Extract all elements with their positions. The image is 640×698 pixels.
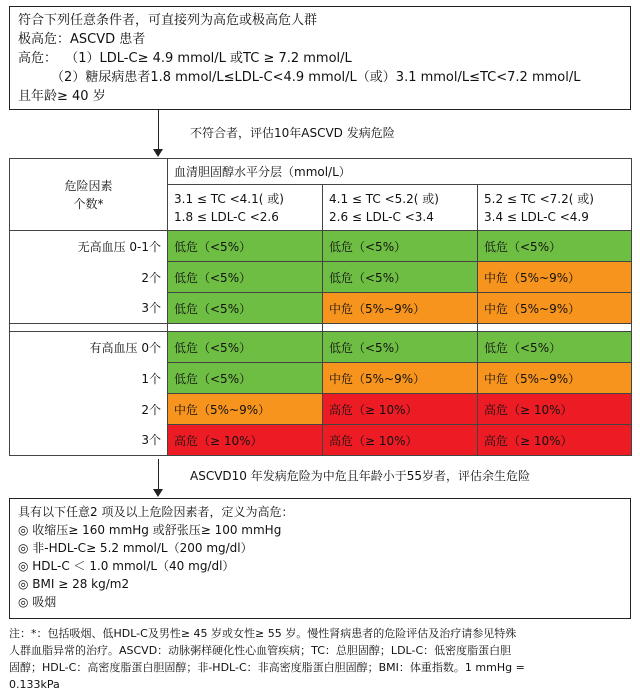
risk-factor-count-header: 危险因素 个数* [10,159,168,231]
risk-factor-line: ◎ 收缩压≥ 160 mmHg 或舒张压≥ 100 mmHg [18,523,282,537]
risk-row [10,394,632,425]
note-line: 注：*：包括吸烟、低HDL-C及男性≥ 45 岁或女性≥ 55 岁。慢性肾病患者的危险评估及治疗请参见特殊 [9,627,517,640]
risk-row [10,332,632,363]
flow-arrow-line [158,459,159,490]
risk-level-cell: 高危（≥ 10%） [323,425,478,456]
cholesterol-level-header: 血清胆固醇水平分层（mmol/L） [168,159,632,185]
risk-level-cell: 低危（<5%） [323,231,478,262]
risk-factor-count-label: 3个 [10,425,168,456]
risk-level-cell: 低危（<5%） [478,332,632,363]
risk-level-cell: 中危（5%~9%） [478,363,632,394]
risk-level-cell: 高危（≥ 10%） [323,394,478,425]
risk-factor-count-label: 3个 [10,293,168,324]
risk-row [10,293,632,324]
note-line: 0.133kPa [9,678,60,691]
footnotes [9,625,631,693]
risk-level-cell: 中危（5%~9%） [478,262,632,293]
risk-level-cell: 高危（≥ 10%） [168,425,323,456]
criteria-line: 高危： （1）LDL-C≥ 4.9 mmol/L 或TC ≥ 7.2 mmol/L [18,51,352,66]
risk-factor-line: ◎ HDL-C ＜ 1.0 mmol/L（40 mg/dl） [18,559,235,573]
flow-arrow-head-icon [153,489,163,497]
risk-level-cell: 中危（5%~9%） [168,394,323,425]
range-header: 5.2 ≤ TC <7.2( 或) 3.4 ≤ LDL-C <4.9 [478,185,632,231]
risk-factor-count-label: 2个 [10,394,168,425]
risk-level-cell: 低危（<5%） [323,262,478,293]
note-line: 固醇；HDL-C：高密度脂蛋白胆固醇；非-HDL-C：非高密度脂蛋白胆固醇；BMI：体重指数。1 mmHg = [9,661,525,674]
risk-level-cell: 低危（<5%） [168,363,323,394]
flow-arrow-line [158,110,159,150]
flow-arrow-head-icon [153,149,163,157]
risk-row [10,231,632,262]
risk-factor-count-label: 2个 [10,262,168,293]
risk-factor-count-label: 1个 [10,363,168,394]
risk-level-cell: 低危（<5%） [168,231,323,262]
additional-risk-factors-box [9,498,631,619]
risk-row [10,262,632,293]
risk-level-cell: 中危（5%~9%） [323,363,478,394]
risk-factor-count-label: 有高血压 0个 [10,332,168,363]
risk-level-cell: 低危（<5%） [168,262,323,293]
risk-factor-count-label: 无高血压 0-1个 [10,231,168,262]
risk-level-cell: 高危（≥ 10%） [478,425,632,456]
criteria-line: 且年龄≥ 40 岁 [18,89,106,104]
criteria-line: 极高危：ASCVD 患者 [18,32,146,47]
group-gap [10,324,632,332]
range-header: 4.1 ≤ TC <5.2( 或) 2.6 ≤ LDL-C <3.4 [323,185,478,231]
flow-note-assess: 不符合者，评估10年ASCVD 发病危险 [190,126,395,140]
risk-level-cell: 中危（5%~9%） [478,293,632,324]
risk-level-cell: 中危（5%~9%） [323,293,478,324]
criteria-line: 符合下列任意条件者，可直接列为高危或极高危人群 [18,13,318,28]
flow-note-lifetime: ASCVD10 年发病危险为中危且年龄小于55岁者，评估余生危险 [190,469,531,483]
risk-row [10,363,632,394]
risk-factor-line: ◎ BMI ≥ 28 kg/m2 [18,577,130,591]
risk-level-cell: 高危（≥ 10%） [478,394,632,425]
risk-level-cell: 低危（<5%） [323,332,478,363]
risk-factor-line: ◎ 吸烟 [18,595,57,609]
note-line: 人群血脂异常的治疗。ASCVD：动脉粥样硬化性心血管疾病；TC：总胆固醇；LDL-C：低密度脂蛋白胆 [9,644,512,657]
criteria-line: （2）糖尿病患者1.8 mmol/L≤LDL-C<4.9 mmol/L（或）3.1 mmol/L≤TC<7.2 mmol/L [18,70,581,85]
risk-level-cell: 低危（<5%） [168,293,323,324]
risk-factor-line: ◎ 非-HDL-C≥ 5.2 mmol/L（200 mg/dl） [18,541,253,555]
risk-factor-line: 具有以下任意2 项及以上危险因素者，定义为高危： [18,505,294,519]
risk-level-cell: 低危（<5%） [168,332,323,363]
direct-high-risk-criteria-box [9,6,631,110]
risk-stratification-table [9,158,632,456]
range-header: 3.1 ≤ TC <4.1( 或) 1.8 ≤ LDL-C <2.6 [168,185,323,231]
risk-row [10,425,632,456]
risk-level-cell: 低危（<5%） [478,231,632,262]
